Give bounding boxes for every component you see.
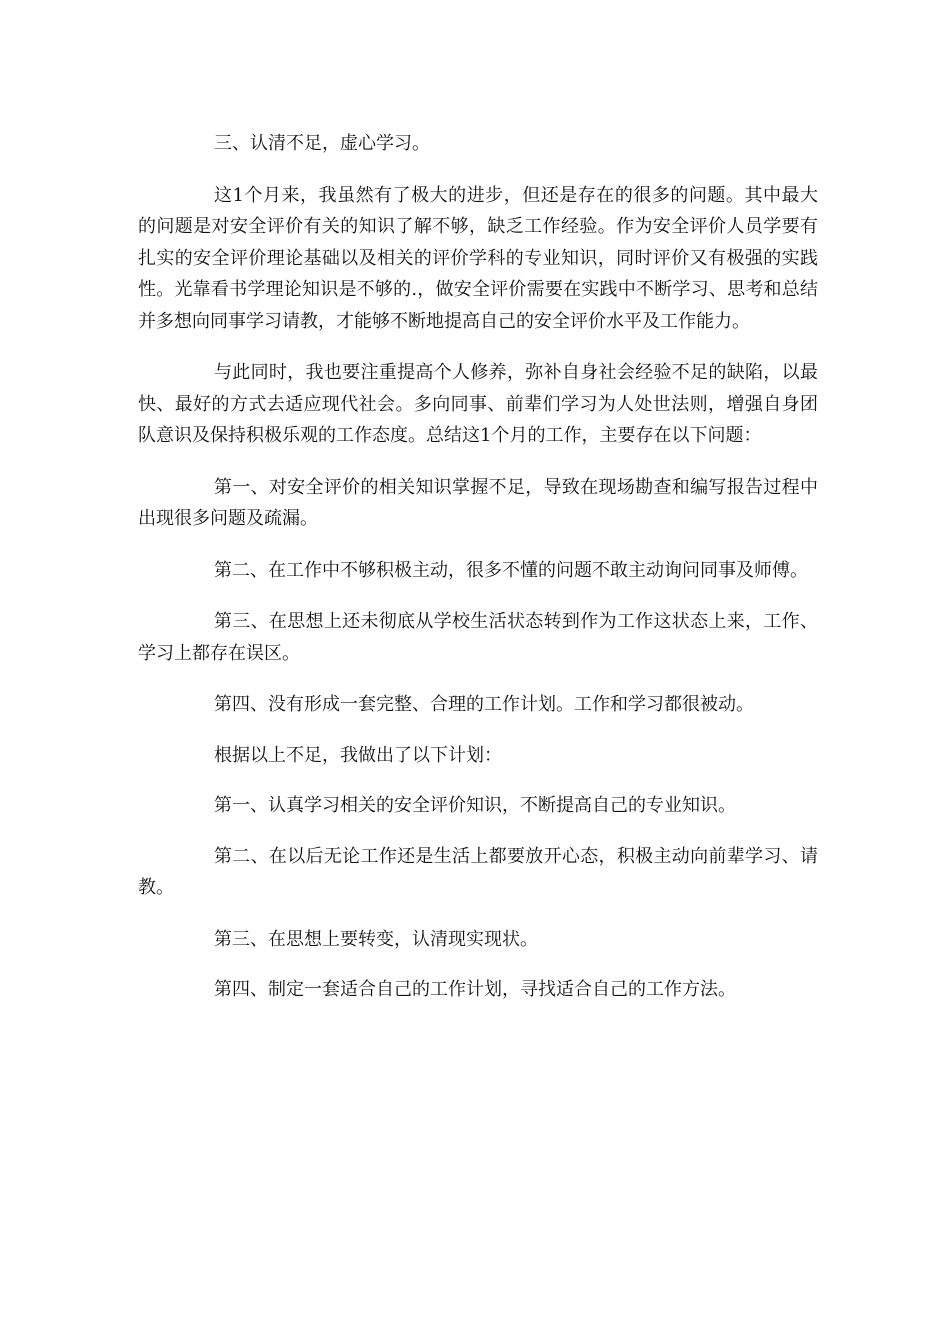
document-body [138, 128, 818, 1026]
problem-item-3: 第三、在思想上还未彻底从学校生活状态转到作为工作这状态上来，工作、学习上都存在误区。 [138, 611, 818, 664]
plan-item-2: 第二、在以后无论工作还是生活上都要放开心态，积极主动向前辈学习、请教。 [138, 845, 818, 898]
problem-item-1: 第一、对安全评价的相关知识掌握不足，导致在现场勘查和编写报告过程中出现很多问题及疏漏。 [138, 476, 818, 529]
paragraph-progress-problems: 这1个月来，我虽然有了极大的进步，但还是存在的很多的问题。其中最大的问题是对安全评价有关的知识了解不够，缺乏工作经验。作为安全评价人员学要有扎实的安全评价理论基础以及相关的评价学科的专业知识，同时评价又有极强的实践性。光靠看书学理论知识是不够的.，做安全评价需要在实践中不断学习、思考和总结并多想向同事学习请教，才能够不断地提高自己的安全评价水平及工作能力。 [138, 184, 818, 332]
paragraph-self-improvement: 与此同时，我也要注重提高个人修养，弥补自身社会经验不足的缺陷，以最快、最好的方式去适应现代社会。多向同事、前辈们学习为人处世法则，增强自身团队意识及保持积极乐观的工作态度。总结这1个月的工作，主要存在以下问题： [138, 362, 818, 446]
plan-item-4: 第四、制定一套适合自己的工作计划，寻找适合自己的工作方法。 [214, 979, 736, 1000]
plan-item-1: 第一、认真学习相关的安全评价知识，不断提高自己的专业知识。 [214, 795, 736, 816]
plan-intro: 根据以上不足，我做出了以下计划： [214, 744, 502, 766]
plan-item-3: 第三、在思想上要转变，认清现实现状。 [214, 928, 538, 950]
problem-item-4: 第四、没有形成一套完整、合理的工作计划。工作和学习都很被动。 [214, 694, 754, 715]
section-heading: 三、认清不足，虚心学习。 [214, 133, 430, 154]
problem-item-2: 第二、在工作中不够积极主动，很多不懂的问题不敢主动询问同事及师傅。 [214, 559, 808, 581]
